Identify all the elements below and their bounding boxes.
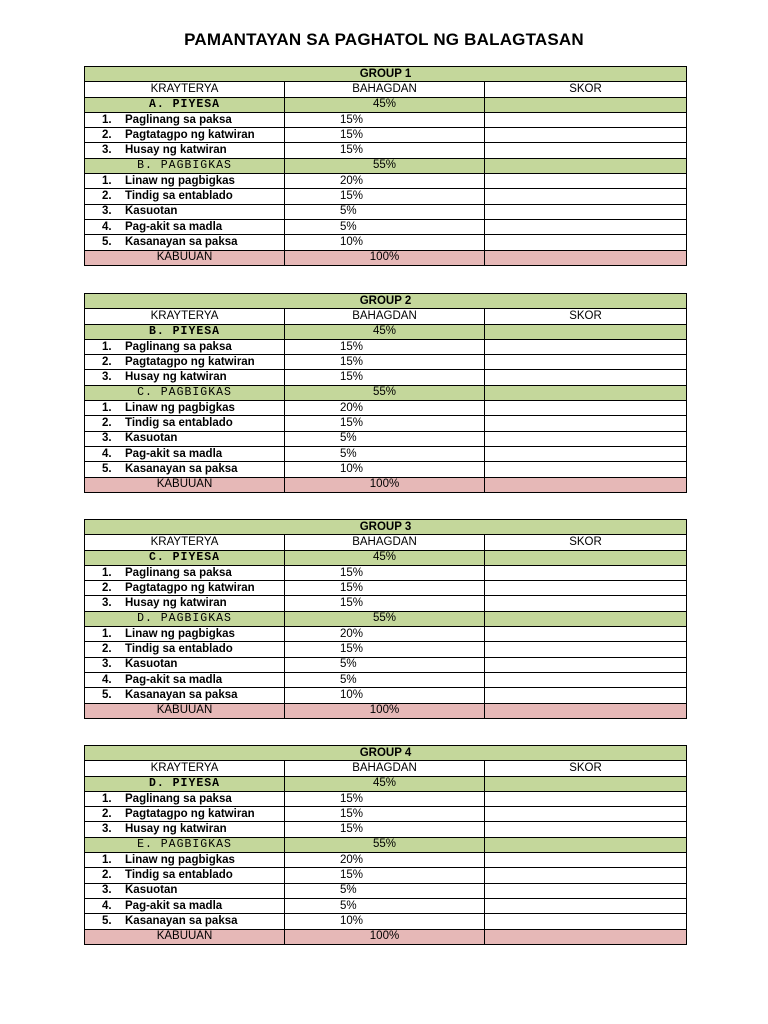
criterion-number: 3.: [102, 884, 112, 897]
criterion-label: Linaw ng pagbigkas: [125, 853, 235, 866]
criterion-row: [85, 596, 687, 611]
criterion-percent: 15%: [285, 868, 485, 883]
criterion-percent: 5%: [285, 431, 485, 446]
score-input-cell[interactable]: [485, 581, 687, 596]
criterion-percent: 5%: [285, 219, 485, 234]
criterion-percent: 15%: [285, 143, 485, 158]
criterion-row: [85, 807, 687, 822]
total-score-cell[interactable]: [485, 477, 687, 492]
criterion-cell: [85, 235, 285, 250]
criterion-label: Husay ng katwiran: [125, 597, 227, 610]
criterion-percent: 15%: [285, 112, 485, 127]
criterion-row: [85, 370, 687, 385]
criterion-label: Tindig sa entablado: [125, 869, 233, 882]
section-score-cell: [485, 550, 687, 565]
section-label: D. PIYESA: [85, 776, 285, 791]
criterion-row: [85, 791, 687, 806]
criteria-header: KRAYTERYA: [85, 309, 285, 324]
rubric-table-group-4: [84, 745, 687, 945]
criterion-number: 2.: [102, 190, 112, 203]
criterion-cell: [85, 868, 285, 883]
criterion-number: 2.: [102, 807, 112, 820]
criterion-cell: [85, 462, 285, 477]
criterion-number: 4.: [102, 673, 112, 686]
group-name: GROUP 1: [85, 67, 687, 82]
section-label: B. PIYESA: [85, 324, 285, 339]
score-input-cell[interactable]: [485, 174, 687, 189]
score-input-cell[interactable]: [485, 235, 687, 250]
criterion-label: Linaw ng pagbigkas: [125, 401, 235, 414]
score-input-cell[interactable]: [485, 688, 687, 703]
criterion-percent: 20%: [285, 401, 485, 416]
group-header-row: [85, 294, 687, 309]
criterion-row: [85, 204, 687, 219]
criterion-row: [85, 868, 687, 883]
criterion-percent: 15%: [285, 416, 485, 431]
criterion-percent: 5%: [285, 204, 485, 219]
group-name: GROUP 2: [85, 294, 687, 309]
criterion-cell: [85, 370, 285, 385]
score-input-cell[interactable]: [485, 807, 687, 822]
section-label: C. PAGBIGKAS: [85, 385, 285, 400]
criterion-percent: 20%: [285, 627, 485, 642]
criterion-cell: [85, 204, 285, 219]
criterion-cell: [85, 355, 285, 370]
criterion-cell: [85, 657, 285, 672]
score-input-cell[interactable]: [485, 642, 687, 657]
criterion-label: Tindig sa entablado: [125, 190, 233, 203]
score-input-cell[interactable]: [485, 339, 687, 354]
criterion-label: Kasuotan: [125, 658, 178, 671]
score-input-cell[interactable]: [485, 143, 687, 158]
criterion-label: Kasanayan sa paksa: [125, 462, 238, 475]
column-header-row: [85, 761, 687, 776]
score-input-cell[interactable]: [485, 868, 687, 883]
section-score-cell: [485, 776, 687, 791]
section-label: A. PIYESA: [85, 97, 285, 112]
criterion-percent: 15%: [285, 596, 485, 611]
score-input-cell[interactable]: [485, 204, 687, 219]
criterion-percent: 5%: [285, 898, 485, 913]
section-row-section_a: [85, 776, 687, 791]
section-score-cell: [485, 324, 687, 339]
criterion-label: Paglinang sa paksa: [125, 566, 232, 579]
criterion-row: [85, 431, 687, 446]
section-score-cell: [485, 158, 687, 173]
criterion-number: 3.: [102, 371, 112, 384]
criterion-number: 1.: [102, 401, 112, 414]
group-header-row: [85, 746, 687, 761]
criterion-label: Pag-akit sa madla: [125, 220, 223, 233]
criterion-number: 1.: [102, 853, 112, 866]
criterion-row: [85, 174, 687, 189]
criterion-number: 2.: [102, 355, 112, 368]
score-input-cell[interactable]: [485, 596, 687, 611]
criterion-label: Pag-akit sa madla: [125, 673, 223, 686]
criterion-percent: 15%: [285, 189, 485, 204]
score-input-cell[interactable]: [485, 914, 687, 929]
criterion-cell: [85, 128, 285, 143]
section-percent: 45%: [285, 550, 485, 565]
score-input-cell[interactable]: [485, 822, 687, 837]
criterion-label: Husay ng katwiran: [125, 823, 227, 836]
criterion-number: 2.: [102, 128, 112, 141]
criterion-row: [85, 898, 687, 913]
criterion-number: 2.: [102, 869, 112, 882]
total-percent: 100%: [285, 250, 485, 265]
criterion-row: [85, 462, 687, 477]
total-row: [85, 477, 687, 492]
total-score-cell[interactable]: [485, 250, 687, 265]
section-percent: 55%: [285, 837, 485, 852]
rubric-table-group-3: [84, 519, 687, 719]
total-score-cell[interactable]: [485, 703, 687, 718]
criterion-percent: 15%: [285, 370, 485, 385]
total-label: KABUUAN: [85, 929, 285, 944]
criterion-row: [85, 143, 687, 158]
criterion-label: Paglinang sa paksa: [125, 113, 232, 126]
criterion-label: Tindig sa entablado: [125, 643, 233, 656]
criterion-number: 1.: [102, 113, 112, 126]
criterion-row: [85, 416, 687, 431]
criterion-number: 2.: [102, 417, 112, 430]
criterion-label: Pagtatagpo ng katwiran: [125, 355, 255, 368]
criteria-header: KRAYTERYA: [85, 82, 285, 97]
criterion-row: [85, 446, 687, 461]
criterion-row: [85, 688, 687, 703]
criterion-row: [85, 219, 687, 234]
criterion-cell: [85, 339, 285, 354]
criterion-cell: [85, 581, 285, 596]
criterion-number: 3.: [102, 597, 112, 610]
score-input-cell[interactable]: [485, 898, 687, 913]
section-row-section_b: [85, 385, 687, 400]
total-row: [85, 250, 687, 265]
section-percent: 55%: [285, 158, 485, 173]
section-percent: 45%: [285, 776, 485, 791]
criterion-percent: 15%: [285, 642, 485, 657]
criteria-header: KRAYTERYA: [85, 761, 285, 776]
criterion-percent: 5%: [285, 672, 485, 687]
section-row-section_b: [85, 837, 687, 852]
criterion-number: 1.: [102, 340, 112, 353]
criterion-percent: 20%: [285, 853, 485, 868]
criterion-cell: [85, 596, 285, 611]
section-score-cell: [485, 837, 687, 852]
score-input-cell[interactable]: [485, 672, 687, 687]
criterion-row: [85, 128, 687, 143]
criterion-cell: [85, 143, 285, 158]
section-row-section_a: [85, 324, 687, 339]
criterion-number: 3.: [102, 144, 112, 157]
criterion-row: [85, 565, 687, 580]
criterion-number: 5.: [102, 688, 112, 701]
section-score-cell: [485, 97, 687, 112]
criterion-row: [85, 822, 687, 837]
criterion-label: Pagtatagpo ng katwiran: [125, 128, 255, 141]
group-header-row: [85, 67, 687, 82]
section-percent: 45%: [285, 324, 485, 339]
criterion-row: [85, 112, 687, 127]
criterion-cell: [85, 446, 285, 461]
criterion-percent: 15%: [285, 791, 485, 806]
criterion-number: 3.: [102, 658, 112, 671]
criterion-row: [85, 339, 687, 354]
percent-header: BAHAGDAN: [285, 309, 485, 324]
total-score-cell[interactable]: [485, 929, 687, 944]
criterion-percent: 10%: [285, 462, 485, 477]
score-header: SKOR: [485, 535, 687, 550]
total-label: KABUUAN: [85, 703, 285, 718]
criterion-percent: 15%: [285, 565, 485, 580]
score-input-cell[interactable]: [485, 565, 687, 580]
group-header-row: [85, 520, 687, 535]
criterion-cell: [85, 401, 285, 416]
criterion-row: [85, 642, 687, 657]
criterion-number: 3.: [102, 432, 112, 445]
section-row-section_a: [85, 97, 687, 112]
criteria-header: KRAYTERYA: [85, 535, 285, 550]
criterion-label: Linaw ng pagbigkas: [125, 627, 235, 640]
criterion-number: 2.: [102, 643, 112, 656]
criterion-row: [85, 672, 687, 687]
total-percent: 100%: [285, 929, 485, 944]
criterion-number: 4.: [102, 899, 112, 912]
criterion-label: Kasanayan sa paksa: [125, 914, 238, 927]
criterion-number: 2.: [102, 581, 112, 594]
criterion-cell: [85, 431, 285, 446]
section-score-cell: [485, 385, 687, 400]
criterion-cell: [85, 189, 285, 204]
criterion-number: 3.: [102, 823, 112, 836]
criterion-cell: [85, 791, 285, 806]
criterion-cell: [85, 565, 285, 580]
score-input-cell[interactable]: [485, 462, 687, 477]
criterion-label: Husay ng katwiran: [125, 144, 227, 157]
criterion-percent: 15%: [285, 807, 485, 822]
total-percent: 100%: [285, 477, 485, 492]
criterion-percent: 15%: [285, 339, 485, 354]
criterion-percent: 10%: [285, 235, 485, 250]
criterion-cell: [85, 853, 285, 868]
criterion-cell: [85, 883, 285, 898]
section-label: E. PAGBIGKAS: [85, 837, 285, 852]
section-row-section_b: [85, 158, 687, 173]
criterion-percent: 15%: [285, 581, 485, 596]
score-header: SKOR: [485, 761, 687, 776]
criterion-number: 1.: [102, 627, 112, 640]
group-name: GROUP 3: [85, 520, 687, 535]
criterion-label: Kasanayan sa paksa: [125, 688, 238, 701]
section-row-section_a: [85, 550, 687, 565]
criterion-cell: [85, 627, 285, 642]
score-input-cell[interactable]: [485, 853, 687, 868]
criterion-cell: [85, 416, 285, 431]
criterion-number: 1.: [102, 792, 112, 805]
section-label: D. PAGBIGKAS: [85, 611, 285, 626]
rubric-table-group-1: [84, 66, 687, 266]
total-row: [85, 703, 687, 718]
criterion-number: 5.: [102, 914, 112, 927]
criterion-row: [85, 914, 687, 929]
criterion-cell: [85, 807, 285, 822]
criterion-label: Pagtatagpo ng katwiran: [125, 807, 255, 820]
criterion-label: Pagtatagpo ng katwiran: [125, 581, 255, 594]
criterion-number: 5.: [102, 462, 112, 475]
percent-header: BAHAGDAN: [285, 535, 485, 550]
criterion-row: [85, 355, 687, 370]
score-input-cell[interactable]: [485, 446, 687, 461]
rubric-table-group-2: [84, 293, 687, 493]
criterion-cell: [85, 688, 285, 703]
score-input-cell[interactable]: [485, 401, 687, 416]
criterion-label: Linaw ng pagbigkas: [125, 174, 235, 187]
criterion-cell: [85, 112, 285, 127]
total-percent: 100%: [285, 703, 485, 718]
score-header: SKOR: [485, 82, 687, 97]
criterion-label: Kasanayan sa paksa: [125, 235, 238, 248]
score-input-cell[interactable]: [485, 627, 687, 642]
criterion-number: 1.: [102, 174, 112, 187]
criterion-label: Pag-akit sa madla: [125, 899, 223, 912]
score-input-cell[interactable]: [485, 128, 687, 143]
criterion-cell: [85, 672, 285, 687]
score-input-cell[interactable]: [485, 370, 687, 385]
criterion-row: [85, 401, 687, 416]
criterion-number: 3.: [102, 205, 112, 218]
score-input-cell[interactable]: [485, 219, 687, 234]
percent-header: BAHAGDAN: [285, 82, 485, 97]
criterion-percent: 20%: [285, 174, 485, 189]
criterion-cell: [85, 642, 285, 657]
section-percent: 45%: [285, 97, 485, 112]
criterion-percent: 15%: [285, 822, 485, 837]
criterion-row: [85, 581, 687, 596]
section-score-cell: [485, 611, 687, 626]
total-label: KABUUAN: [85, 250, 285, 265]
criterion-label: Paglinang sa paksa: [125, 340, 232, 353]
percent-header: BAHAGDAN: [285, 761, 485, 776]
criterion-number: 5.: [102, 235, 112, 248]
score-input-cell[interactable]: [485, 657, 687, 672]
criterion-percent: 10%: [285, 688, 485, 703]
score-input-cell[interactable]: [485, 883, 687, 898]
criterion-percent: 10%: [285, 914, 485, 929]
criterion-number: 1.: [102, 566, 112, 579]
score-input-cell[interactable]: [485, 791, 687, 806]
column-header-row: [85, 535, 687, 550]
group-name: GROUP 4: [85, 746, 687, 761]
column-header-row: [85, 82, 687, 97]
criterion-row: [85, 235, 687, 250]
section-percent: 55%: [285, 385, 485, 400]
criterion-row: [85, 189, 687, 204]
section-label: B. PAGBIGKAS: [85, 158, 285, 173]
criterion-label: Kasuotan: [125, 432, 178, 445]
criterion-percent: 5%: [285, 883, 485, 898]
criterion-label: Paglinang sa paksa: [125, 792, 232, 805]
criterion-percent: 15%: [285, 128, 485, 143]
total-row: [85, 929, 687, 944]
score-input-cell[interactable]: [485, 112, 687, 127]
criterion-row: [85, 657, 687, 672]
criterion-label: Tindig sa entablado: [125, 417, 233, 430]
criterion-label: Kasuotan: [125, 205, 178, 218]
criterion-cell: [85, 219, 285, 234]
section-label: C. PIYESA: [85, 550, 285, 565]
criterion-cell: [85, 822, 285, 837]
criterion-row: [85, 853, 687, 868]
page-title: PAMANTAYAN SA PAGHATOL NG BALAGTASAN: [184, 30, 584, 49]
section-percent: 55%: [285, 611, 485, 626]
criterion-row: [85, 883, 687, 898]
criterion-label: Pag-akit sa madla: [125, 447, 223, 460]
criterion-number: 4.: [102, 220, 112, 233]
criterion-cell: [85, 898, 285, 913]
criterion-row: [85, 627, 687, 642]
criterion-label: Kasuotan: [125, 884, 178, 897]
column-header-row: [85, 309, 687, 324]
score-input-cell[interactable]: [485, 355, 687, 370]
criterion-percent: 5%: [285, 657, 485, 672]
score-input-cell[interactable]: [485, 189, 687, 204]
total-label: KABUUAN: [85, 477, 285, 492]
score-input-cell[interactable]: [485, 416, 687, 431]
criterion-percent: 5%: [285, 446, 485, 461]
criterion-number: 4.: [102, 447, 112, 460]
criterion-cell: [85, 914, 285, 929]
score-input-cell[interactable]: [485, 431, 687, 446]
section-row-section_b: [85, 611, 687, 626]
criterion-percent: 15%: [285, 355, 485, 370]
score-header: SKOR: [485, 309, 687, 324]
criterion-cell: [85, 174, 285, 189]
criterion-label: Husay ng katwiran: [125, 371, 227, 384]
